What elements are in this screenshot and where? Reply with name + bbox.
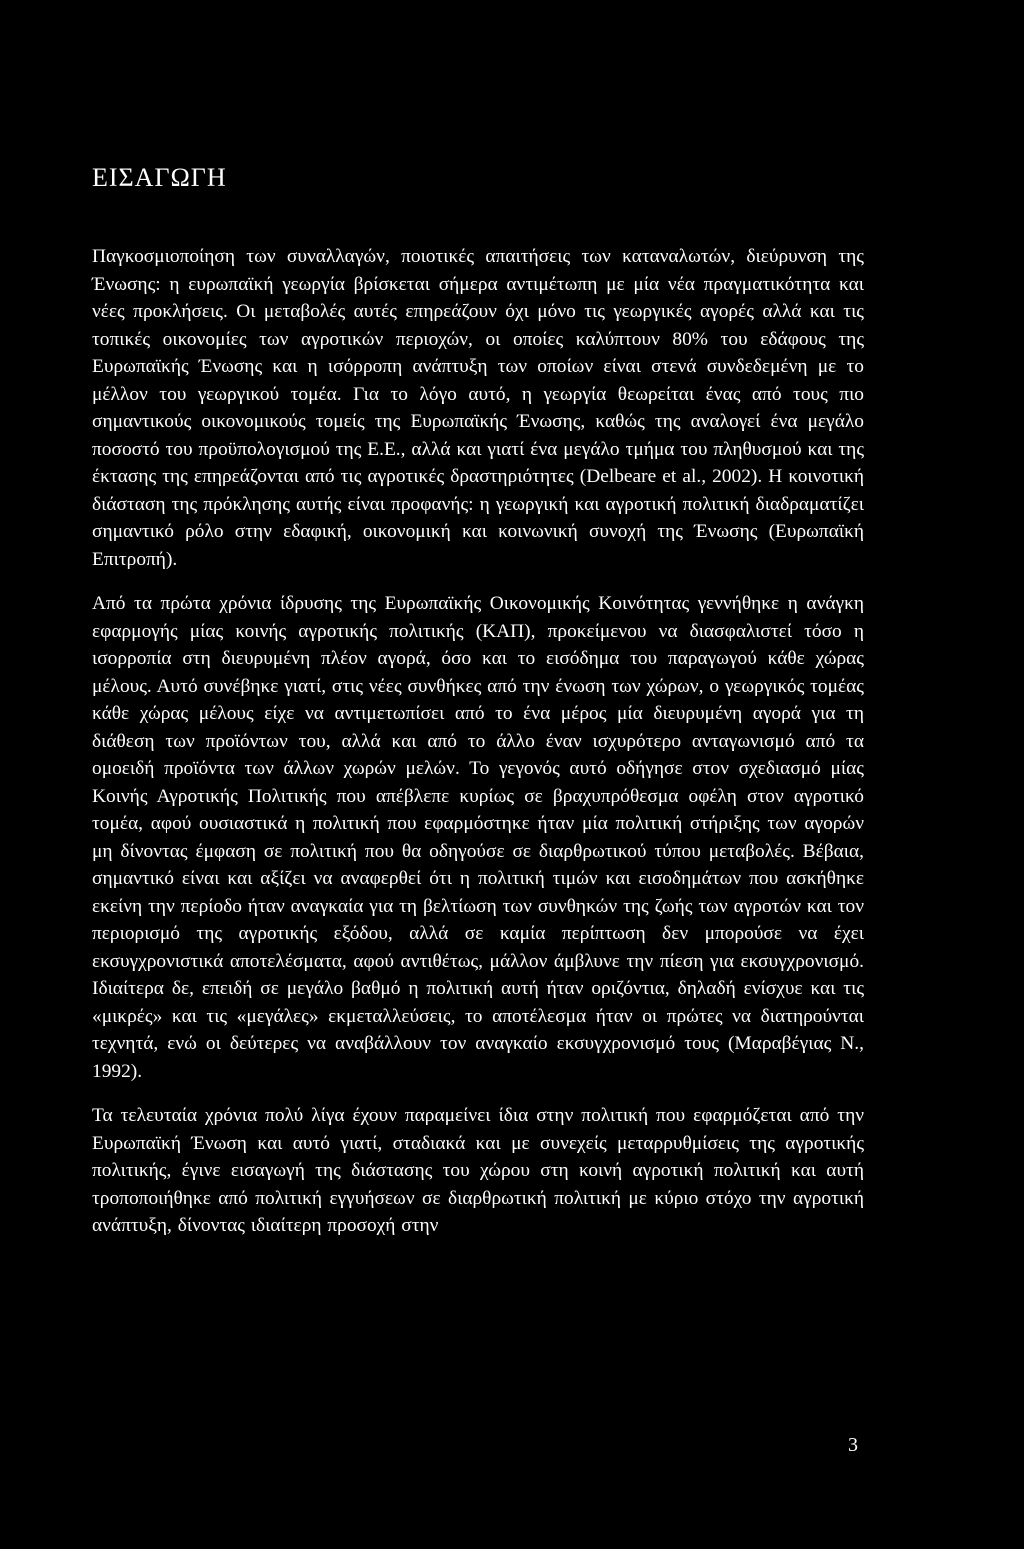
page-title: ΕΙΣΑΓΩΓΗ: [92, 163, 227, 192]
body-text: [92, 243, 864, 1240]
paragraph-1: Παγκοσμιοποίηση των συναλλαγών, ποιοτικές απαιτήσεις των καταναλωτών, διεύρυνση της Ένωσης: η ευρωπαϊκή γεωργία βρίσκεται σήμερα αντιμέτωπη με μία νέα πραγματικότητα και νέες προκλήσεις. Οι μεταβολές αυτές επηρεάζουν όχι μόνο τις γεωργικές αγορές αλλά και τις τοπικές οικονομίες των αγροτικών περιοχών, οι οποίες καλύπτουν 80% του εδάφους της Ευρωπαϊκής Ένωσης και η ισόρροπη ανάπτυξη των οποίων είναι στενά συνδεδεμένη με το μέλλον του γεωργικού τομέα. Για το λόγο αυτό, η γεωργία θεωρείται ένας από τους πιο σημαντικούς οικονομικούς τομείς της Ευρωπαϊκής Ένωσης, καθώς της αναλογεί ένα μεγάλο ποσοστό του προϋπολογισμού της Ε.Ε., αλλά και γιατί ένα μεγάλο τμήμα του πληθυσμού και της έκτασης της επηρεάζονται από τις αγροτικές δραστηριότητες (Delbeare et al., 2002). Η κοινοτική διάσταση της πρόκλησης αυτής είναι προφανής: η γεωργική και αγροτική πολιτική διαδραματίζει σημαντικό ρόλο στην εδαφική, οικονομική και κοινωνική συνοχή της Ένωσης (Ευρωπαϊκή Επιτροπή).: [92, 246, 864, 570]
paragraph-2: Από τα πρώτα χρόνια ίδρυσης της Ευρωπαϊκής Οικονομικής Κοινότητας γεννήθηκε η ανάγκη εφαρμογής μίας κοινής αγροτικής πολιτικής (ΚΑΠ), προκείμενου να διασφαλιστεί τόσο η ισορροπία στη διευρυμένη πλέον αγορά, όσο και το εισόδημα του παραγωγού κάθε χώρας μέλους. Αυτό συνέβηκε γιατί, στις νέες συνθήκες από την ένωση των χώρων, ο γεωργικός τομέας κάθε χώρας μέλους είχε να αντιμετωπίσει από το ένα μέρος μία διευρυμένη αγορά για τη διάθεση των προϊόντων του, αλλά και από το άλλο έναν ισχυρότερο ανταγωνισμό από τα ομοειδή προϊόντα των άλλων χωρών μελών. Το γεγονός αυτό οδήγησε στον σχεδιασμό μίας Κοινής Αγροτικής Πολιτικής που απέβλεπε κυρίως σε βραχυπρόθεσμα οφέλη στον αγροτικό τομέα, αφού ουσιαστικά η πολιτική που εφαρμόστηκε ήταν μία πολιτική στήριξης των αγορών μη δίνοντας έμφαση σε πολιτική που θα οδηγούσε σε διαρθρωτικού τύπου μεταβολές. Βέβαια, σημαντικό είναι και αξίζει να αναφερθεί ότι η πολιτική τιμών και εισοδημάτων που ασκήθηκε εκείνη την περίοδο ήταν αναγκαία για τη βελτίωση των συνθηκών της ζωής των αγροτών και τον περιορισμό της αγροτικής εξόδου, αλλά σε καμία περίπτωση δεν μπορούσε να έχει εκσυγχρονιστικά αποτελέσματα, αφού αντιθέτως, μάλλον άμβλυνε την πίεση για εκσυγχρονισμό. Ιδιαίτερα δε, επειδή σε μεγάλο βαθμό η πολιτική αυτή ήταν οριζόντια, δηλαδή ενίσχυε και τις «μικρές» και τις «μεγάλες» εκμεταλλεύσεις, το αποτέλεσμα ήταν οι πρώτες να διατηρούνται τεχνητά, ενώ οι δεύτερες να αναβάλλουν τον αναγκαίο εκσυγχρονισμό τους (Μαραβέγιας Ν., 1992).: [92, 593, 864, 1082]
page-number: 3: [848, 1434, 858, 1456]
paragraph-3: Τα τελευταία χρόνια πολύ λίγα έχουν παραμείνει ίδια στην πολιτική που εφαρμόζεται από την Ευρωπαϊκή Ένωση και αυτό γιατί, σταδιακά και με συνεχείς μεταρρυθμίσεις της αγροτικής πολιτικής, έγινε εισαγωγή της διάστασης του χώρου στη κοινή αγροτική πολιτική και αυτή τροποποιήθηκε από πολιτική εγγυήσεων σε διαρθρωτική πολιτική με κύριο στόχο την αγροτική ανάπτυξη, δίνοντας ιδιαίτερη προσοχή στην: [92, 1105, 864, 1236]
